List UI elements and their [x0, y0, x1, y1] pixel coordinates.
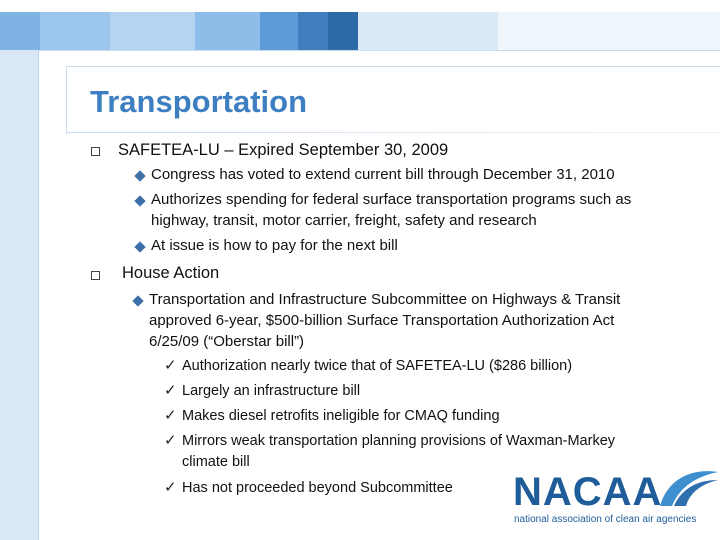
check-item-text: Mirrors weak transportation planning provisions of Waxman-Markey	[182, 433, 616, 449]
strip-block	[358, 12, 498, 50]
sub-bullet-text: Transportation and Infrastructure Subcommittee on Highways & Transit	[149, 291, 621, 308]
top-color-strip	[0, 12, 720, 50]
strip-block	[110, 12, 195, 50]
divider	[66, 132, 720, 133]
bullet-text: House Action	[122, 264, 220, 282]
check-icon: ✓	[164, 407, 177, 424]
check-icon: ✓	[164, 432, 177, 449]
sub-bullet-text: approved 6-year, $500-billion Surface Transportation Authorization Act	[149, 312, 615, 329]
logo-wordmark: NACAA	[513, 470, 663, 514]
strip-block	[328, 12, 358, 50]
divider	[0, 50, 720, 51]
strip-block	[40, 12, 110, 50]
slide-title: Transportation	[90, 84, 308, 119]
sub-bullet-text: 6/25/09 (“Oberstar bill”)	[149, 333, 305, 350]
check-icon: ✓	[164, 357, 177, 374]
strip-block	[260, 12, 298, 50]
wave-swoosh-icon	[658, 468, 720, 510]
check-item-text: climate bill	[182, 454, 250, 470]
nacaa-logo	[508, 470, 720, 530]
bullet-text: SAFETEA-LU – Expired September 30, 2009	[118, 141, 449, 159]
diamond-bullet-icon	[132, 295, 143, 306]
square-bullet-icon	[91, 271, 100, 280]
sub-bullet-text: At issue is how to pay for the next bill	[151, 237, 398, 254]
diamond-bullet-icon	[134, 195, 145, 206]
diamond-bullet-icon	[134, 241, 145, 252]
sub-bullet-text: Authorizes spending for federal surface transportation programs such as	[151, 191, 632, 208]
strip-block	[0, 12, 40, 50]
diamond-bullet-icon	[134, 170, 145, 181]
check-item-text: Has not proceeded beyond Subcommittee	[182, 480, 453, 496]
check-item-text: Makes diesel retrofits ineligible for CMAQ funding	[182, 408, 500, 424]
check-item-text: Largely an infrastructure bill	[182, 383, 361, 399]
sub-bullet-text: highway, transit, motor carrier, freight, safety and research	[151, 212, 537, 229]
strip-block	[195, 12, 260, 50]
logo-tagline: national association of clean air agencies	[514, 514, 697, 525]
check-icon: ✓	[164, 382, 177, 399]
sub-bullet-text: Congress has voted to extend current bill through December 31, 2010	[151, 166, 615, 183]
left-decorative-band	[0, 50, 38, 540]
strip-block	[298, 12, 328, 50]
divider	[38, 50, 39, 540]
strip-block	[498, 12, 720, 50]
check-icon: ✓	[164, 479, 177, 496]
check-item-text: Authorization nearly twice that of SAFETEA-LU ($286 billion)	[182, 358, 573, 374]
square-bullet-icon	[91, 147, 100, 156]
